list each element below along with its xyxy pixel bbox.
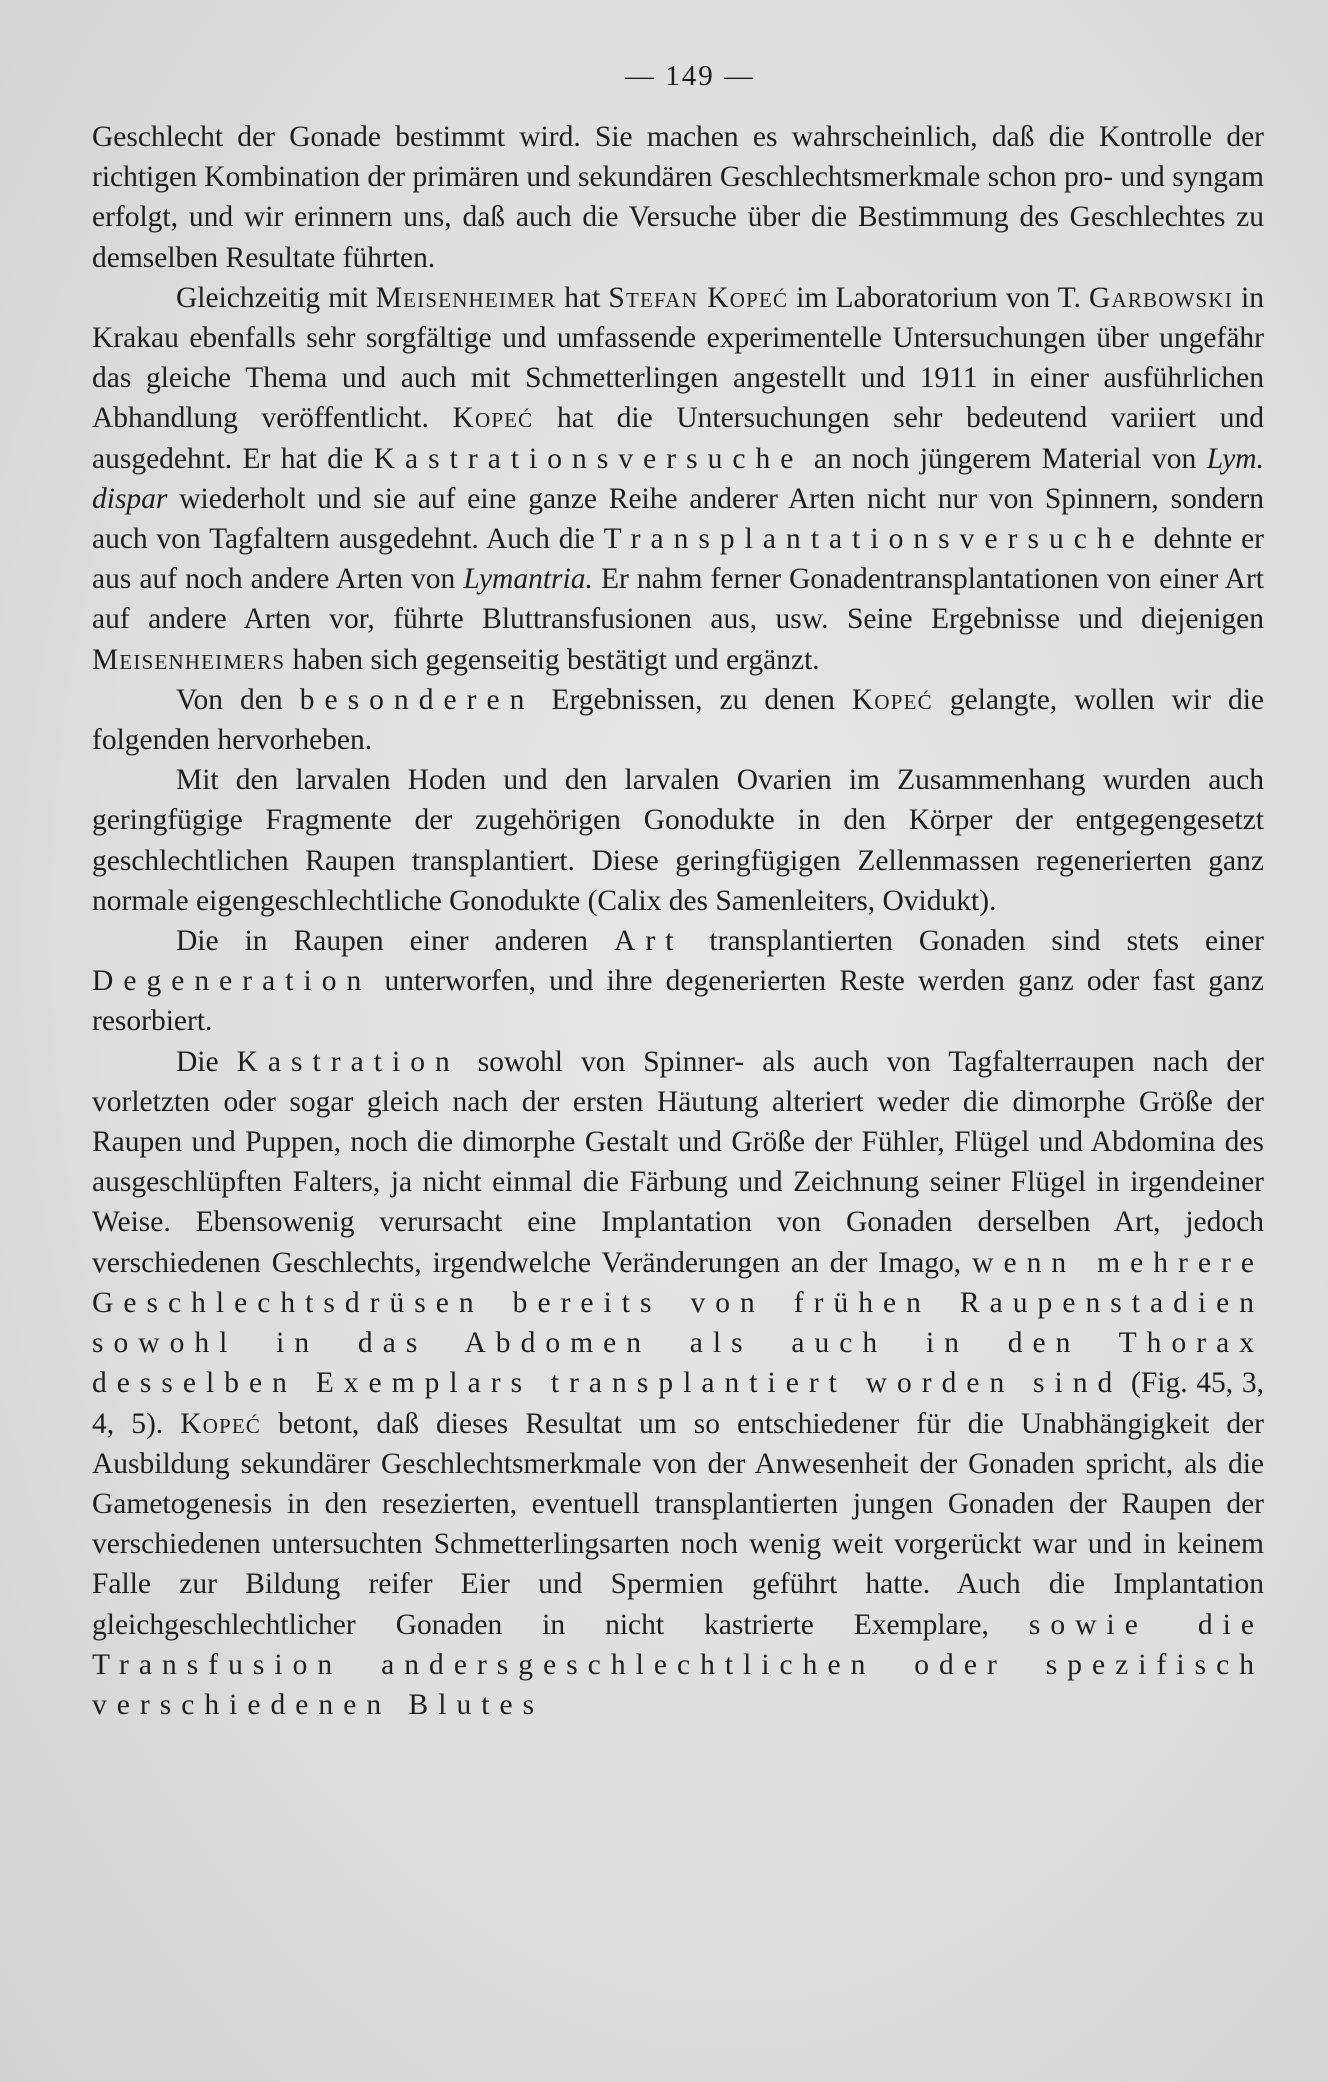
text-run: hat: [556, 281, 609, 314]
italic-taxon: Lymantria.: [463, 563, 593, 596]
small-caps-name: Meisenheimers: [92, 643, 286, 676]
italic-taxon: Lym. dispar: [92, 442, 1264, 515]
text-run: Mit den larvalen Hoden und den larvalen Ovarien im Zusammenhang wurden auch geringfügige Fragmente der zugehörigen Gonodukte in den Körper der entgegengesetzt geschlechtlichen Raupen transplantiert. Diese geringfügigen Zellenmassen regenerierten ganz normale eigengeschlechtliche Gonodukte (Calix des Samenleiters, Ovidukt).: [92, 764, 1264, 917]
text-run: unterworfen, und ihre degenerierten Reste werden ganz oder fast ganz resorbiert.: [92, 965, 1264, 1038]
text-run: Von den: [176, 683, 300, 716]
text-run: betont, daß dieses Resultat um so entschiedener für die Unabhängigkeit der Ausbildung sekundärer Geschlechtsmerkmale von der Anwesenheit der Gonaden spricht, als die Gametogenesis in den resezierten, eventuell transplantierten jungen Gonaden der Raupen der verschiedenen untersuchten Schmetterlingsarten noch wenig weit vorgerückt war und in keinem Falle zur Bildung reifer Eier und Spermien geführt hatte. Auch die Implantation gleichgeschlechtlicher Gonaden in nicht kastrierte Exemplare,: [92, 1407, 1264, 1641]
small-caps-name: Kopeć: [180, 1407, 262, 1440]
small-caps-name: Stefan Kopeć: [608, 281, 789, 314]
paragraph: [92, 117, 1264, 278]
paragraph: [92, 760, 1264, 921]
spaced-emphasis: sowie die Transfusion andersgeschlechtlichen oder spezifisch verschiedenen Blutes: [92, 1608, 1264, 1721]
text-run: transplantierten Gonaden sind stets einer: [683, 925, 1264, 958]
spaced-emphasis: besonderen: [299, 683, 535, 716]
text-run: Gleichzeitig mit: [176, 281, 376, 314]
spaced-emphasis: Kastrationsversuche: [373, 442, 804, 475]
text-run: Geschlecht der Gonade bestimmt wird. Sie machen es wahrscheinlich, daß die Kontrolle der richtigen Kombination der primären und sekundären Geschlechtsmerkmale schon pro- und syngam erfolgt, und wir erinnern uns, daß auch die Versuche über die Bestimmung des Geschlechtes zu demselben Resultate führten.: [92, 121, 1264, 274]
text-run: wiederholt und sie auf eine ganze Reihe anderer Arten nicht nur von Spinnern, sondern auch von Tagfaltern ausgedehnt. Auch die: [92, 482, 1264, 556]
text-run: Er nahm ferner Gonadentransplantationen von einer Art auf andere Arten vor, führte Bluttransfusionen aus, usw. Seine Ergebnisse und diejenigen: [92, 563, 1265, 636]
small-caps-name: Kopeć: [452, 402, 534, 435]
text-run: Die: [176, 1045, 237, 1078]
text-run: in Krakau ebenfalls sehr sorgfältige und umfassende experimentelle Untersuchungen über ungefähr das gleiche Thema und auch mit Schmetterlingen angestellt und 1911 in einer ausführlichen Abhandlung veröffentlicht.: [92, 281, 1264, 435]
paragraph: [92, 1042, 1264, 1725]
text-run: gelangte, wollen wir die folgenden hervorheben.: [92, 683, 1265, 757]
text-run: haben sich gegenseitig bestätigt und ergänzt.: [285, 643, 820, 676]
paragraph: [92, 278, 1264, 680]
spaced-emphasis: Degeneration: [92, 965, 372, 998]
paragraph: [92, 921, 1264, 1042]
spaced-emphasis: Transplantationsversuche: [603, 523, 1145, 556]
text-run: sowohl von Spinner- als auch von Tagfalterraupen nach der vorletzten oder sogar gleich nach der ersten Häutung alteriert weder die dimorphe Größe der Raupen und Puppen, noch die dimorphe Gestalt und Größe der Fühler, Flügel und Abdomina des ausgeschlüpften Falters, ja nicht einmal die Färbung und Zeichnung seiner Flügel in irgendeiner Weise. Ebensowenig verursacht eine Implantation von Gonaden derselben Art, jedoch verschiedenen Geschlechts, irgendwelche Veränderungen an der Imago,: [92, 1045, 1264, 1279]
spaced-emphasis: Art: [614, 925, 684, 958]
body-text: [92, 117, 1264, 1725]
spaced-emphasis: wenn mehrere Geschlechtsdrüsen bereits von frühen Raupenstadien sowohl in das Abdomen als auch in den Thorax desselben Exemplars transplantiert worden sind: [92, 1246, 1264, 1400]
text-run: (Fig. 45, 3, 4, 5).: [92, 1367, 1264, 1440]
text-run: dehnte er aus auf noch andere Arten von: [92, 523, 1264, 596]
text-run: hat die Untersuchungen sehr bedeutend variiert und ausgedehnt. Er hat die: [92, 402, 1264, 475]
paragraph: [92, 680, 1264, 760]
spaced-emphasis: Kastration: [236, 1045, 460, 1078]
page-number: — 149 —: [625, 60, 755, 92]
text-run: Ergebnissen, zu denen: [534, 683, 852, 716]
text-run: Die in Raupen einer anderen: [176, 925, 614, 958]
small-caps-name: Kopeć: [851, 683, 933, 716]
text-run: im Laboratorium von T.: [788, 281, 1089, 314]
small-caps-name: Meisenheimer: [375, 281, 557, 314]
text-run: an noch jüngerem Material von: [803, 442, 1207, 475]
small-caps-name: Garbowski: [1089, 281, 1233, 314]
